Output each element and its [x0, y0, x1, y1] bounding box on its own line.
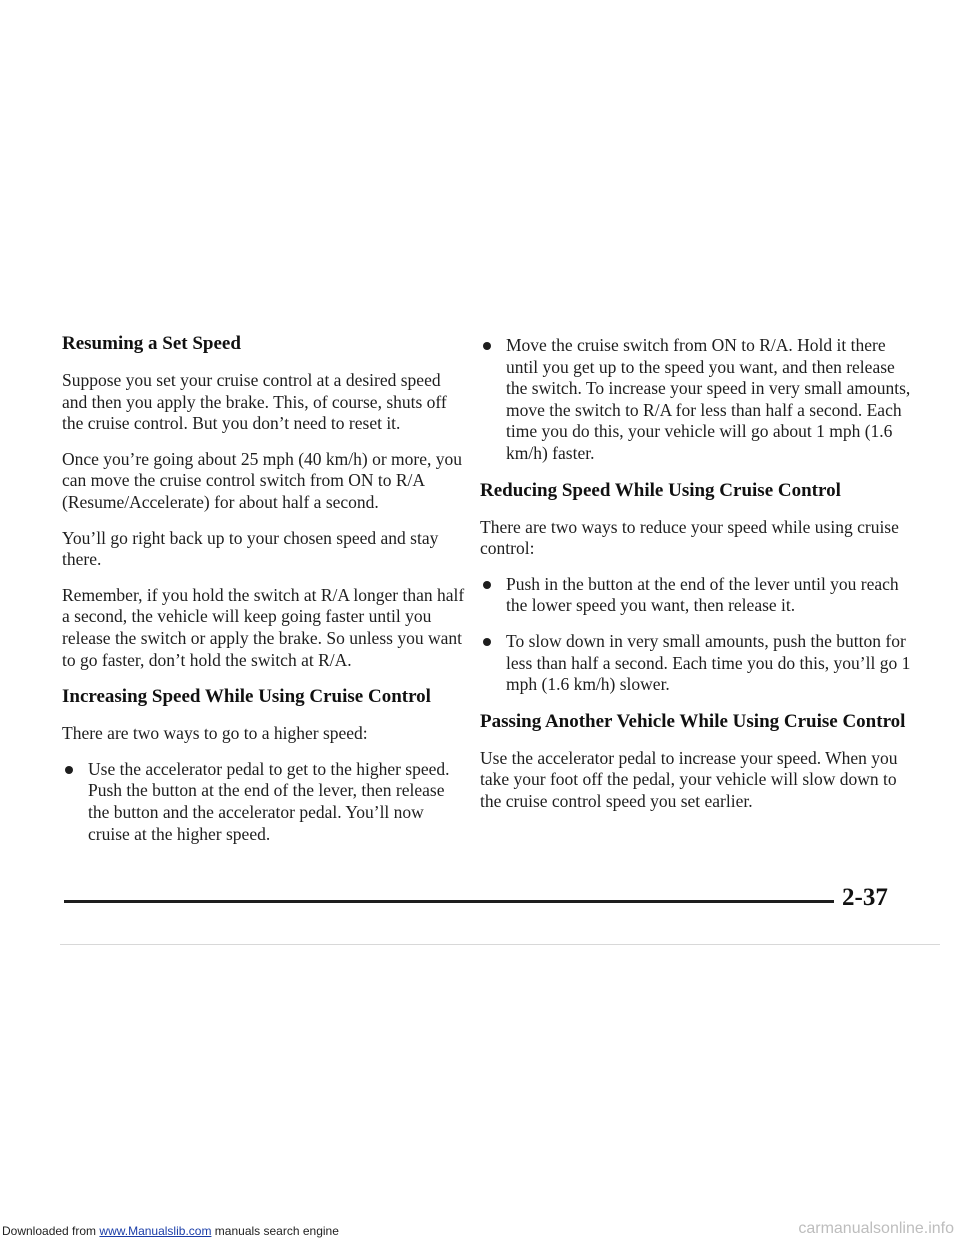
bullet-icon: [483, 342, 491, 350]
bullet-icon: [483, 638, 491, 646]
bullet-list: [480, 574, 918, 696]
footer-rule: [64, 900, 834, 903]
list-item: [480, 631, 918, 696]
heading-resuming-set-speed: Resuming a Set Speed: [62, 333, 241, 354]
manualslib-link[interactable]: www.Manualslib.com: [99, 1224, 212, 1238]
list-item-text: Move the cruise switch from ON to R/A. Hold it there until you get up to the speed you want, and then release the switch. To increase your speed in very small amounts, move the switch to R/A for less than half a second. Each time you do this, your vehicle will go about 1 mph (1.6 km/h) faster.: [506, 335, 911, 463]
bullet-list: [480, 335, 918, 465]
bullet-icon: [483, 581, 491, 589]
list-item: [62, 759, 466, 845]
watermark: carmanualsonline.info: [798, 1220, 954, 1237]
footer-suffix: manuals search engine: [214, 1224, 339, 1238]
right-column: [480, 332, 918, 827]
list-item-text: Push in the button at the end of the lever until you reach the lower speed you want, then release it.: [506, 573, 899, 616]
paragraph: There are two ways to reduce your speed while using cruise control:: [480, 516, 899, 559]
paragraph: Once you’re going about 25 mph (40 km/h) or more, you can move the cruise control switch from ON to R/A (Resume/Accelerate) for about half a second.: [62, 448, 462, 512]
list-item: [480, 335, 918, 465]
paragraph: Remember, if you hold the switch at R/A longer than half a second, the vehicle will keep going faster until you release the switch or apply the brake. So unless you want to go faster, don’t hold the switch at R/A.: [62, 584, 465, 670]
bullet-list: [62, 759, 466, 845]
page-number: 2-37: [842, 884, 888, 911]
paragraph: There are two ways to go to a higher speed:: [62, 723, 368, 744]
heading-increasing-speed: Increasing Speed While Using Cruise Control: [62, 686, 431, 708]
left-column: [62, 332, 466, 859]
download-footer: [2, 1224, 339, 1238]
bullet-icon: [65, 766, 73, 774]
heading-passing-vehicle: Passing Another Vehicle While Using Cruise Control: [480, 710, 906, 732]
divider: [60, 944, 940, 945]
heading-reducing-speed: Reducing Speed While Using Cruise Control: [480, 479, 841, 501]
paragraph: Suppose you set your cruise control at a desired speed and then you apply the brake. This, of course, shuts off the cruise control. But you don’t need to reset it.: [62, 370, 447, 434]
paragraph: Use the accelerator pedal to increase your speed. When you take your foot off the pedal, your vehicle will slow down to the cruise control speed you set earlier.: [480, 747, 898, 811]
paragraph: You’ll go right back up to your chosen speed and stay there.: [62, 527, 439, 570]
list-item: [480, 574, 918, 617]
list-item-text: To slow down in very small amounts, push the button for less than half a second. Each time you do this, you’ll go 1 mph (1.6 km/h) slower.: [506, 630, 911, 695]
list-item-text: Use the accelerator pedal to get to the higher speed. Push the button at the end of the lever, then release the button and the accelerator pedal. You’ll now cruise at the higher speed.: [88, 758, 450, 844]
footer-prefix: Downloaded from: [2, 1224, 97, 1238]
